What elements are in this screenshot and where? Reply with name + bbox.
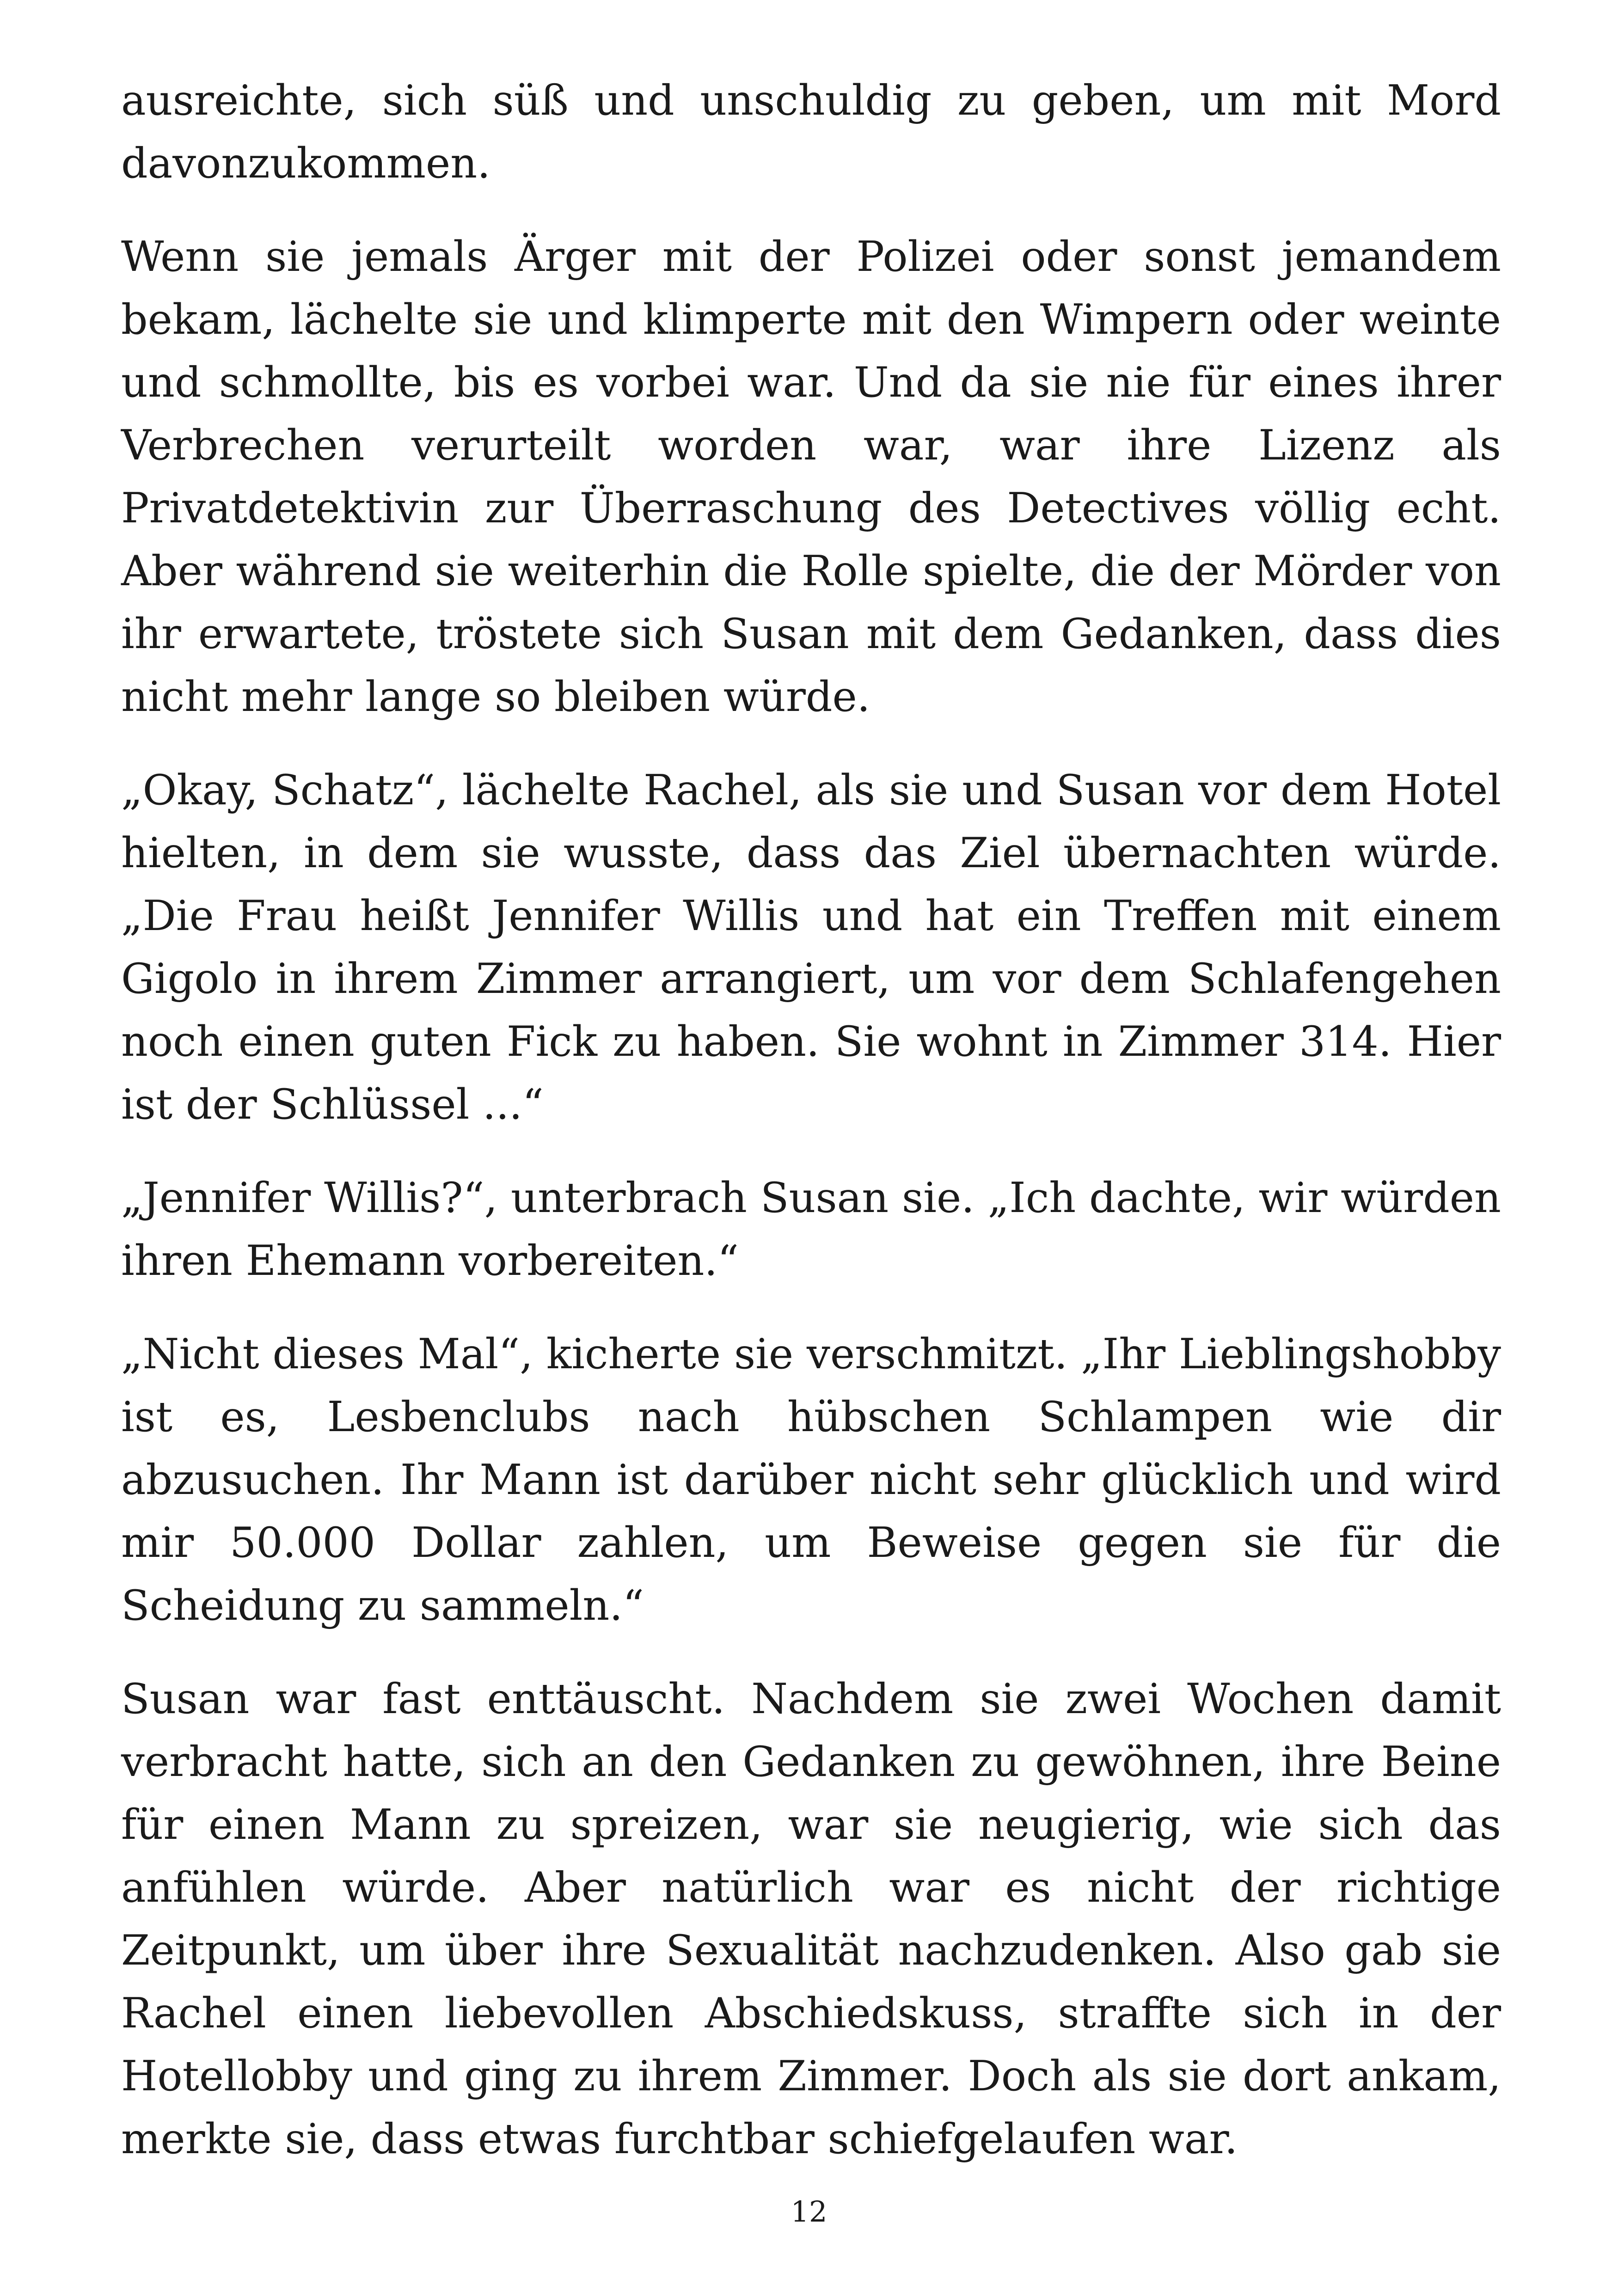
paragraph: ausreichte, sich süß und unschuldig zu geben, um mit Mord davonzukommen. [121, 76, 1501, 188]
paragraph: Wenn sie jemals Ärger mit der Polizei oder sonst jemandem bekam, lächelte sie und klimperte mit den Wimpern oder weinte und schmollte, bis es vorbei war. Und da sie nie für eines ihrer Verbrechen verurteilt worden war, war ihre Lizenz als Privatdetektivin zur Überraschung des Detectives völlig echt. Aber während sie weiterhin die Rolle spielte, die der Mörder von ihr erwartete, tröstete sich Susan mit dem Gedanken, dass dies nicht mehr lange so bleiben würde. [121, 233, 1501, 721]
page-number: 12 [791, 2195, 827, 2229]
paragraph: „Jennifer Willis?“, unterbrach Susan sie. „Ich dachte, wir würden ihren Ehemann vorbereiten.“ [121, 1174, 1501, 1285]
body-text [121, 69, 1501, 2201]
paragraph: „Okay, Schatz“, lächelte Rachel, als sie und Susan vor dem Hotel hielten, in dem sie wusste, dass das Ziel übernachten würde. „Die Frau heißt Jennifer Willis und hat ein Treffen mit einem Gigolo in ihrem Zimmer arrangiert, um vor dem Schlafengehen noch einen guten Fick zu haben. Sie wohnt in Zimmer 314. Hier ist der Schlüssel ...“ [121, 766, 1501, 1129]
paragraph: Susan war fast enttäuscht. Nachdem sie zwei Wochen damit verbracht hatte, sich an den Gedanken zu gewöhnen, ihre Beine für einen Mann zu spreizen, war sie neugierig, wie sich das anfühlen würde. Aber natürlich war es nicht der richtige Zeitpunkt, um über ihre Sexualität nachzudenken. Also gab sie Rachel einen liebevollen Abschiedskuss, straffte sich in der Hotellobby und ging zu ihrem Zimmer. Doch als sie dort ankam, merkte sie, dass etwas furchtbar schiefgelaufen war. [121, 1675, 1501, 2163]
paragraph: „Nicht dieses Mal“, kicherte sie verschmitzt. „Ihr Lieblingshobby ist es, Lesbenclubs nach hübschen Schlampen wie dir abzusuchen. Ihr Mann ist darüber nicht sehr glücklich und wird mir 50.000 Dollar zahlen, um Beweise gegen sie für die Scheidung zu sammeln.“ [121, 1330, 1501, 1630]
